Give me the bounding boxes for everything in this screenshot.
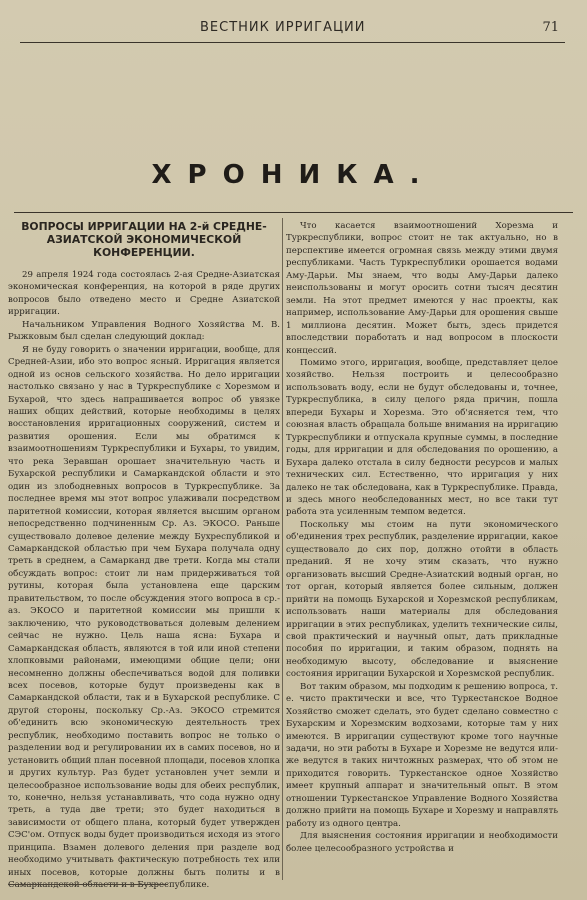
running-header xyxy=(20,18,565,43)
section-divider xyxy=(14,212,573,213)
paragraph: Что касается взаимоотношений Хорезма и Туркреспублики, вопрос стоит не так актуально, но в перспективе имеется огромная связь между этими двумя республиками. Часть Туркреспублики орошается водами Аму-Дарьи. Мы знаем, что воды Аму-Дарьи далеко неиспользованы и могут оросить сотни тысяч десятин земли. На этот предмет имеются у нас проекты, как например, использование Аму-Дарьи для орошения свыше 1 миллиона десятин. Может быть, здесь придется впоследствии поработать и над вопросом в плоскости концессий. xyxy=(286,221,558,356)
paragraph: Для выяснения состояния ирригации и необходимости более целесообразного устройства и xyxy=(286,831,558,854)
right-column xyxy=(286,220,558,855)
article-heading: ВОПРОСЫ ИРРИГАЦИИ НА 2-й СРЕДНЕ-АЗИАТСКОЙ ЭКОНОМИЧЕСКОЙ КОНФЕРЕНЦИИ. xyxy=(21,220,267,259)
paragraph: 29 апреля 1924 года состоялась 2-ая Средне-Азиатская экономическая конференция, на которой в ряде других вопросов было отведено место и Средне Азиатской ирригации. xyxy=(8,270,280,318)
column-divider xyxy=(282,218,283,880)
paragraph: Поскольку мы стоим на пути экономического об'единения трех республик, разделение ирригации, какое существовало до сих пор, должно отойти в область преданий. Я не хочу этим сказать, что нужно организовать высший Средне-Азиатский водный орган, но тот орган, который является более сильным, должен прийти на помощь Бухарской и Хорезмской республикам, использовать наши материалы для обследования ирригации в этих республиках, уделить технические силы, свой практический и научный опыт, дать прикладные пособия по ирригации, и таким образом, поднять на необходимую высоту, обследование и выяснение состояния ирригации Бухарской и Хорезмской республик. xyxy=(286,519,558,680)
left-column xyxy=(8,220,280,892)
paragraph: Вот таким образом, мы подходим к решению вопроса, т. е. чисто практически и все, что Туркестанское Водное Хозяйство сможет сделать, это будет сделано совместно с Бухарским и Хорезмским водхозами, которые там у них имеются. В ирригации существуют кроме того научные задачи, но эти работы в Бухаре и Хорезме не ведутся или-же ведутся в таких ничтожных размерах, что об этом не приходится говорить. Туркестанское одное Хозяйство имеет крупный аппарат и значительный опыт. В этом отношении Туркестанское Управление Водного Хозяйства должно прийти на помощь Бухаре и Хорезму и направлять работу из одного центра. xyxy=(286,681,558,829)
section-title: ХРОНИКА. xyxy=(151,160,436,190)
paragraph: Я не буду говорить о значении ирригации, вообще, для Средней-Азии, ибо это вопрос ясный. Ирригация является одной из основ сельского хозяйства. Но дело ирригации настолько связано у нас в Туркреспублике с Хорезмом и Бухарой, что здесь напрашивается вопрос об увязке наших общих действий, которые необходимы в целях восстановления ирригационных сооружений, систем и развития орошения. Если мы обратимся к взаимоотношениям Туркреспублики и Бухары, то увидим, что река Зеравшан орошает значительную часть и Бухарской республики и Самаркандской области и это один из злободневных вопросов в Туркреспублике. За последнее время мы этот вопрос улаживали посредством паритетной комиссии, которая является высшим органом непосредственно подчиненным Ср. Аз. ЭКОСО. Раньше существовало долевое деление между Бухреспубликой и Самаркандской областью при чем Бухара получала одну треть в среднем, а Самарканд две трети. Когда мы стали обсуждать вопрос: стоит ли нам придерживаться той рутины, которая была установлена еще царским правительством, то после обсуждения этого вопроса в ср.-аз. ЭКОСО и паритетной комиссии мы пришли к заключению, что руководствоваться долевым делением сейчас не нужно. Цель наша ясна: Бухара и Самаркандская область, являются в той или иной степени хлопковыми районами, имеющими общие цели; они несомненно должны обеспечиваться водой для поливки всех посевов, которые будут произведены как в Самаркандской области, так и в Бухарской республике. С другой стороны, поскольку Ср.-Аз. ЭКОСО стремится об'единить всю экономическую деятельность трех республик, необходимо поставить вопрос не только о разделении вод и регулировании их в самих посевов, но и установить общий план посевной площади, посевов хлопка и других культур. Раз будет установлен учет земли и целесообразное использование воды для обеих республик, то, конечно, нельзя устанавливать, что сода нужно одну треть, а туда две трети; это будет находиться в зависимости от общего плана, который будет утвержден СЭС'ом. Отпуск воды будет производиться исходя из этого принципа. Взамен долевого деления при разделе вод необходимо учитывать фактическую потребность тех или иных посевов, которые должны быть политы и в Самаркандской области и в Бухреспублике. xyxy=(8,344,280,891)
paragraph: Начальником Управления Водного Хозяйства М. В. Рыжковым был сделан следующий доклад: xyxy=(8,319,280,343)
journal-title: ВЕСТНИК ИРРИГАЦИИ xyxy=(200,20,366,35)
paragraph: Помимо этого, ирригация, вообще, представляет целое хозяйство. Нельзя построить и целесообразно использовать воду, если не будут обследованы и, точнее, Туркреспублика, в силу целого ряда причин, пошла впереди Бухары и Хорезма. Это об'ясняется тем, что союзная власть обращала больше внимания на ирригацию Туркреспублики и отпускала крупные суммы, в последние годы, для ирригации и для обследования по орошению, а Бухара далеко отстала в силу бедности ресурсов и малых технических сил. Естественно, что ирригация у них далеко не так обследована, как в Туркреспублике. Правда, и здесь много необследованных мест, но все таки тут работа эта усиленным темпом ведется. xyxy=(286,357,558,518)
page-number: 71 xyxy=(542,20,559,35)
footer-rule xyxy=(8,884,168,885)
